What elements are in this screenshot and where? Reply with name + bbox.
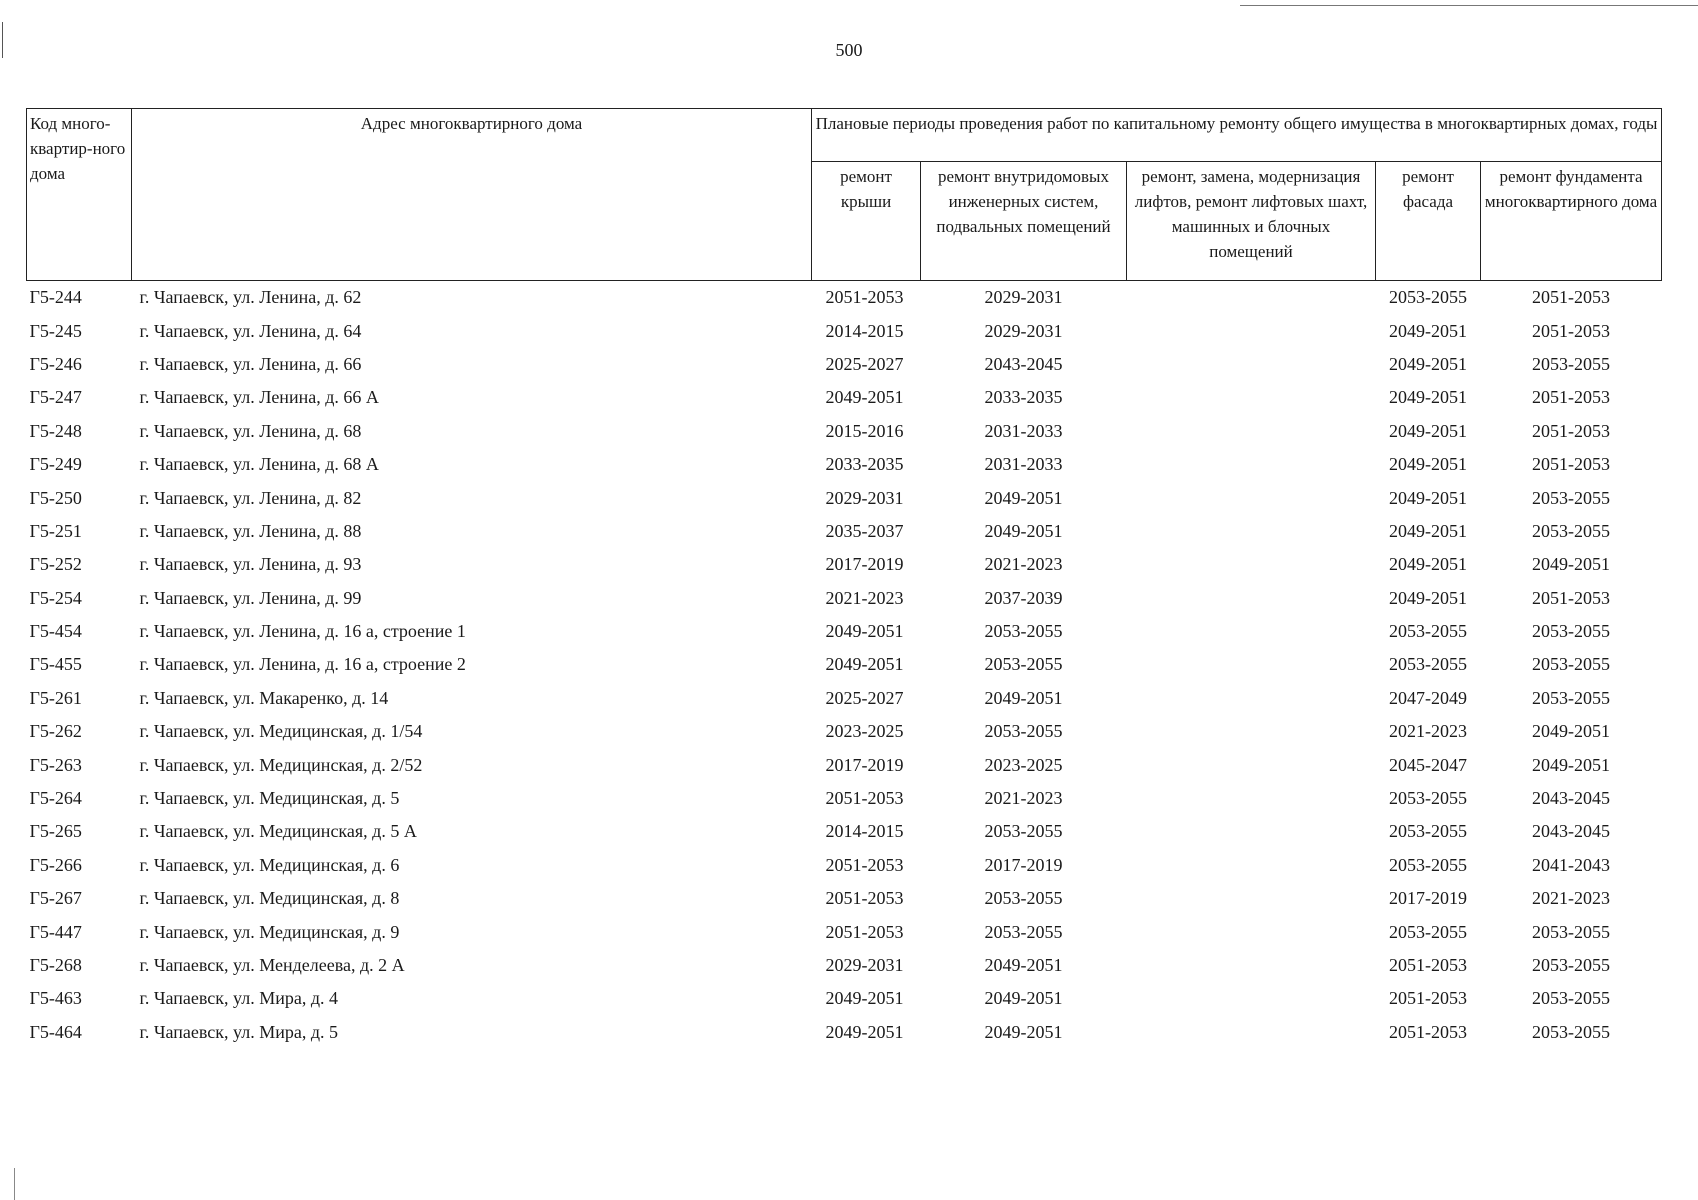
cell-roof: 2051-2053 [825, 888, 904, 909]
cell-lifts [1127, 281, 1376, 315]
cell-foundation: 2049-2051 [1532, 554, 1611, 575]
table-row [27, 348, 1662, 381]
cell-foundation: 2053-2055 [1532, 520, 1611, 541]
header-address: Адрес многоквартирного дома [132, 109, 812, 281]
cell-foundation: 2053-2055 [1532, 687, 1611, 708]
table-row [27, 381, 1662, 414]
cell-code: Г5-463 [29, 988, 82, 1009]
cell-roof: 2049-2051 [825, 1021, 904, 1042]
cell-roof: 2015-2016 [825, 420, 904, 441]
cell-code: Г5-447 [29, 921, 82, 942]
cell-facade: 2049-2051 [1389, 353, 1467, 374]
cell-address: г. Чапаевск, ул. Ленина, д. 88 [139, 520, 362, 541]
cell-address: г. Чапаевск, ул. Ленина, д. 68 А [139, 454, 379, 475]
cell-lifts [1127, 1016, 1376, 1049]
cell-engineering: 2049-2051 [984, 1021, 1063, 1042]
header-code: Код много-квартир-ного дома [27, 109, 132, 281]
table-row [27, 849, 1662, 882]
cell-code: Г5-252 [29, 554, 82, 575]
header-plan-periods: Плановые периоды проведения работ по капитальному ремонту общего имущества в многоквартирных домах, годы [812, 109, 1662, 162]
header-engineering: ремонт внутридомовых инженерных систем, подвальных помещений [921, 162, 1127, 281]
table-row [27, 748, 1662, 781]
cell-code: Г5-454 [29, 621, 82, 642]
cell-address: г. Чапаевск, ул. Ленина, д. 93 [139, 554, 362, 575]
cell-address: г. Чапаевск, ул. Ленина, д. 16 а, строение 2 [139, 654, 466, 675]
cell-lifts [1127, 615, 1376, 648]
cell-facade: 2053-2055 [1389, 621, 1467, 642]
cell-code: Г5-245 [29, 320, 82, 341]
cell-roof: 2049-2051 [825, 387, 904, 408]
cell-roof: 2051-2053 [825, 854, 904, 875]
cell-code: Г5-262 [29, 721, 82, 742]
cell-address: г. Чапаевск, ул. Ленина, д. 68 [139, 420, 362, 441]
cell-foundation: 2051-2053 [1532, 387, 1611, 408]
cell-facade: 2049-2051 [1389, 487, 1467, 508]
cell-facade: 2049-2051 [1389, 587, 1467, 608]
cell-code: Г5-247 [29, 387, 82, 408]
cell-lifts [1127, 882, 1376, 915]
cell-engineering: 2043-2045 [984, 353, 1063, 374]
cell-engineering: 2033-2035 [984, 387, 1063, 408]
table-row [27, 1016, 1662, 1049]
cell-roof: 2025-2027 [825, 353, 904, 374]
cell-foundation: 2051-2053 [1532, 420, 1611, 441]
table-row [27, 949, 1662, 982]
cell-facade: 2049-2051 [1389, 320, 1467, 341]
header-foundation: ремонт фундамента многоквартирного дома [1481, 162, 1662, 281]
cell-lifts [1127, 815, 1376, 848]
cell-lifts [1127, 415, 1376, 448]
cell-address: г. Чапаевск, ул. Менделеева, д. 2 А [139, 955, 405, 975]
table-row [27, 314, 1662, 347]
cell-roof: 2025-2027 [825, 687, 904, 708]
cell-facade: 2051-2053 [1389, 1021, 1467, 1042]
cell-address: г. Чапаевск, ул. Ленина, д. 66 [139, 353, 362, 374]
cell-foundation: 2053-2055 [1532, 988, 1611, 1009]
cell-foundation: 2053-2055 [1532, 955, 1611, 975]
cell-code: Г5-266 [29, 854, 82, 875]
table-row [27, 815, 1662, 848]
cell-address: г. Чапаевск, ул. Ленина, д. 82 [139, 487, 362, 508]
cell-code: Г5-250 [29, 487, 82, 508]
cell-roof: 2014-2015 [825, 320, 904, 341]
cell-lifts [1127, 982, 1376, 1015]
repair-schedule-table [26, 108, 1662, 1049]
cell-roof: 2021-2023 [825, 587, 904, 608]
cell-facade: 2053-2055 [1389, 854, 1467, 875]
cell-code: Г5-244 [29, 287, 82, 308]
cell-engineering: 2029-2031 [984, 287, 1063, 308]
cell-address: г. Чапаевск, ул. Мира, д. 5 [139, 1021, 339, 1042]
cell-roof: 2049-2051 [825, 654, 904, 675]
cell-engineering: 2031-2033 [984, 420, 1063, 441]
page-number: 500 [835, 40, 863, 60]
cell-facade: 2053-2055 [1389, 654, 1467, 675]
cell-address: г. Чапаевск, ул. Макаренко, д. 14 [139, 687, 389, 708]
table-row [27, 582, 1662, 615]
cell-roof: 2017-2019 [825, 554, 904, 575]
cell-engineering: 2053-2055 [984, 888, 1063, 909]
cell-roof: 2033-2035 [825, 454, 904, 475]
cell-code: Г5-246 [29, 353, 82, 374]
cell-code: Г5-248 [29, 420, 82, 441]
cell-address: г. Чапаевск, ул. Медицинская, д. 1/54 [139, 721, 423, 742]
cell-address: г. Чапаевск, ул. Медицинская, д. 9 [139, 921, 400, 942]
cell-engineering: 2037-2039 [984, 587, 1063, 608]
cell-engineering: 2031-2033 [984, 454, 1063, 475]
cell-facade: 2053-2055 [1389, 821, 1467, 842]
cell-foundation: 2051-2053 [1532, 454, 1611, 475]
cell-address: г. Чапаевск, ул. Ленина, д. 99 [139, 587, 362, 608]
cell-roof: 2017-2019 [825, 754, 904, 775]
cell-engineering: 2049-2051 [984, 687, 1063, 708]
cell-address: г. Чапаевск, ул. Ленина, д. 16 а, строение 1 [139, 621, 466, 642]
cell-code: Г5-268 [29, 955, 82, 975]
cell-engineering: 2053-2055 [984, 721, 1063, 742]
cell-foundation: 2043-2045 [1532, 788, 1611, 809]
cell-code: Г5-263 [29, 754, 82, 775]
cell-foundation: 2053-2055 [1532, 654, 1611, 675]
cell-address: г. Чапаевск, ул. Ленина, д. 66 А [139, 387, 379, 408]
table-row [27, 548, 1662, 581]
cell-lifts [1127, 849, 1376, 882]
cell-lifts [1127, 682, 1376, 715]
cell-address: г. Чапаевск, ул. Медицинская, д. 5 А [139, 821, 417, 842]
cell-facade: 2051-2053 [1389, 955, 1467, 975]
cell-engineering: 2049-2051 [984, 988, 1063, 1009]
cell-lifts [1127, 648, 1376, 681]
cell-code: Г5-261 [29, 687, 82, 708]
cell-engineering: 2053-2055 [984, 821, 1063, 842]
cell-engineering: 2017-2019 [984, 854, 1063, 875]
cell-address: г. Чапаевск, ул. Ленина, д. 62 [139, 287, 362, 308]
cell-lifts [1127, 448, 1376, 481]
table-row [27, 782, 1662, 815]
cell-lifts [1127, 381, 1376, 414]
cell-foundation: 2051-2053 [1532, 320, 1611, 341]
table-row [27, 415, 1662, 448]
cell-lifts [1127, 548, 1376, 581]
cell-lifts [1127, 515, 1376, 548]
table-row [27, 882, 1662, 915]
cell-engineering: 2029-2031 [984, 320, 1063, 341]
cell-lifts [1127, 949, 1376, 982]
cell-engineering: 2049-2051 [984, 520, 1063, 541]
cell-lifts [1127, 582, 1376, 615]
cell-code: Г5-455 [29, 654, 82, 675]
table-row [27, 648, 1662, 681]
cell-foundation: 2049-2051 [1532, 721, 1611, 742]
cell-lifts [1127, 915, 1376, 948]
table-row [27, 915, 1662, 948]
cell-address: г. Чапаевск, ул. Медицинская, д. 2/52 [139, 754, 423, 775]
cell-code: Г5-265 [29, 821, 82, 842]
cell-engineering: 2049-2051 [984, 487, 1063, 508]
cell-lifts [1127, 748, 1376, 781]
cell-foundation: 2053-2055 [1532, 353, 1611, 374]
cell-engineering: 2021-2023 [984, 554, 1063, 575]
cell-facade: 2045-2047 [1389, 754, 1467, 775]
cell-facade: 2049-2051 [1389, 520, 1467, 541]
table-row [27, 481, 1662, 514]
scan-artifact-mark [14, 1168, 15, 1200]
cell-code: Г5-464 [29, 1021, 82, 1042]
cell-roof: 2051-2053 [825, 788, 904, 809]
cell-code: Г5-251 [29, 520, 82, 541]
table-body [27, 281, 1662, 1049]
cell-facade: 2017-2019 [1389, 888, 1467, 909]
cell-engineering: 2049-2051 [984, 955, 1063, 975]
cell-roof: 2035-2037 [825, 520, 904, 541]
cell-foundation: 2051-2053 [1532, 287, 1611, 308]
cell-code: Г5-249 [29, 454, 82, 475]
cell-facade: 2049-2051 [1389, 454, 1467, 475]
cell-foundation: 2053-2055 [1532, 921, 1611, 942]
cell-lifts [1127, 782, 1376, 815]
cell-roof: 2051-2053 [825, 287, 904, 308]
cell-facade: 2053-2055 [1389, 921, 1467, 942]
cell-facade: 2053-2055 [1389, 287, 1467, 308]
cell-code: Г5-264 [29, 788, 82, 809]
cell-roof: 2014-2015 [825, 821, 904, 842]
cell-foundation: 2053-2055 [1532, 487, 1611, 508]
cell-engineering: 2023-2025 [984, 754, 1063, 775]
cell-engineering: 2053-2055 [984, 621, 1063, 642]
table-row [27, 715, 1662, 748]
cell-code: Г5-254 [29, 587, 82, 608]
cell-lifts [1127, 481, 1376, 514]
cell-facade: 2049-2051 [1389, 420, 1467, 441]
cell-roof: 2029-2031 [825, 955, 904, 975]
cell-roof: 2023-2025 [825, 721, 904, 742]
cell-facade: 2021-2023 [1389, 721, 1467, 742]
cell-facade: 2053-2055 [1389, 788, 1467, 809]
cell-lifts [1127, 314, 1376, 347]
table-row [27, 682, 1662, 715]
table-row [27, 448, 1662, 481]
cell-roof: 2029-2031 [825, 487, 904, 508]
cell-foundation: 2051-2053 [1532, 587, 1611, 608]
cell-foundation: 2043-2045 [1532, 821, 1611, 842]
cell-foundation: 2053-2055 [1532, 1021, 1611, 1042]
cell-facade: 2051-2053 [1389, 988, 1467, 1009]
cell-lifts [1127, 348, 1376, 381]
cell-address: г. Чапаевск, ул. Ленина, д. 64 [139, 320, 362, 341]
cell-code: Г5-267 [29, 888, 82, 909]
cell-roof: 2049-2051 [825, 621, 904, 642]
cell-foundation: 2041-2043 [1532, 854, 1611, 875]
cell-address: г. Чапаевск, ул. Медицинская, д. 6 [139, 854, 400, 875]
table-row [27, 281, 1662, 315]
cell-engineering: 2053-2055 [984, 921, 1063, 942]
cell-engineering: 2053-2055 [984, 654, 1063, 675]
cell-foundation: 2021-2023 [1532, 888, 1611, 909]
cell-engineering: 2021-2023 [984, 788, 1063, 809]
cell-roof: 2051-2053 [825, 921, 904, 942]
repair-schedule-table-wrapper [26, 108, 1661, 1049]
table-row [27, 615, 1662, 648]
header-lifts: ремонт, замена, модернизация лифтов, ремонт лифтовых шахт, машинных и блочных помещений [1127, 162, 1376, 281]
cell-lifts [1127, 715, 1376, 748]
header-facade: ремонт фасада [1376, 162, 1481, 281]
cell-roof: 2049-2051 [825, 988, 904, 1009]
cell-address: г. Чапаевск, ул. Медицинская, д. 5 [139, 788, 400, 809]
cell-facade: 2049-2051 [1389, 554, 1467, 575]
header-roof: ремонт крыши [812, 162, 921, 281]
cell-facade: 2049-2051 [1389, 387, 1467, 408]
cell-address: г. Чапаевск, ул. Медицинская, д. 8 [139, 888, 400, 909]
table-header [27, 109, 1662, 281]
cell-foundation: 2053-2055 [1532, 621, 1611, 642]
table-row [27, 982, 1662, 1015]
cell-address: г. Чапаевск, ул. Мира, д. 4 [139, 988, 339, 1009]
table-row [27, 515, 1662, 548]
cell-facade: 2047-2049 [1389, 687, 1467, 708]
cell-foundation: 2049-2051 [1532, 754, 1611, 775]
scan-artifact-line [1240, 5, 1698, 6]
